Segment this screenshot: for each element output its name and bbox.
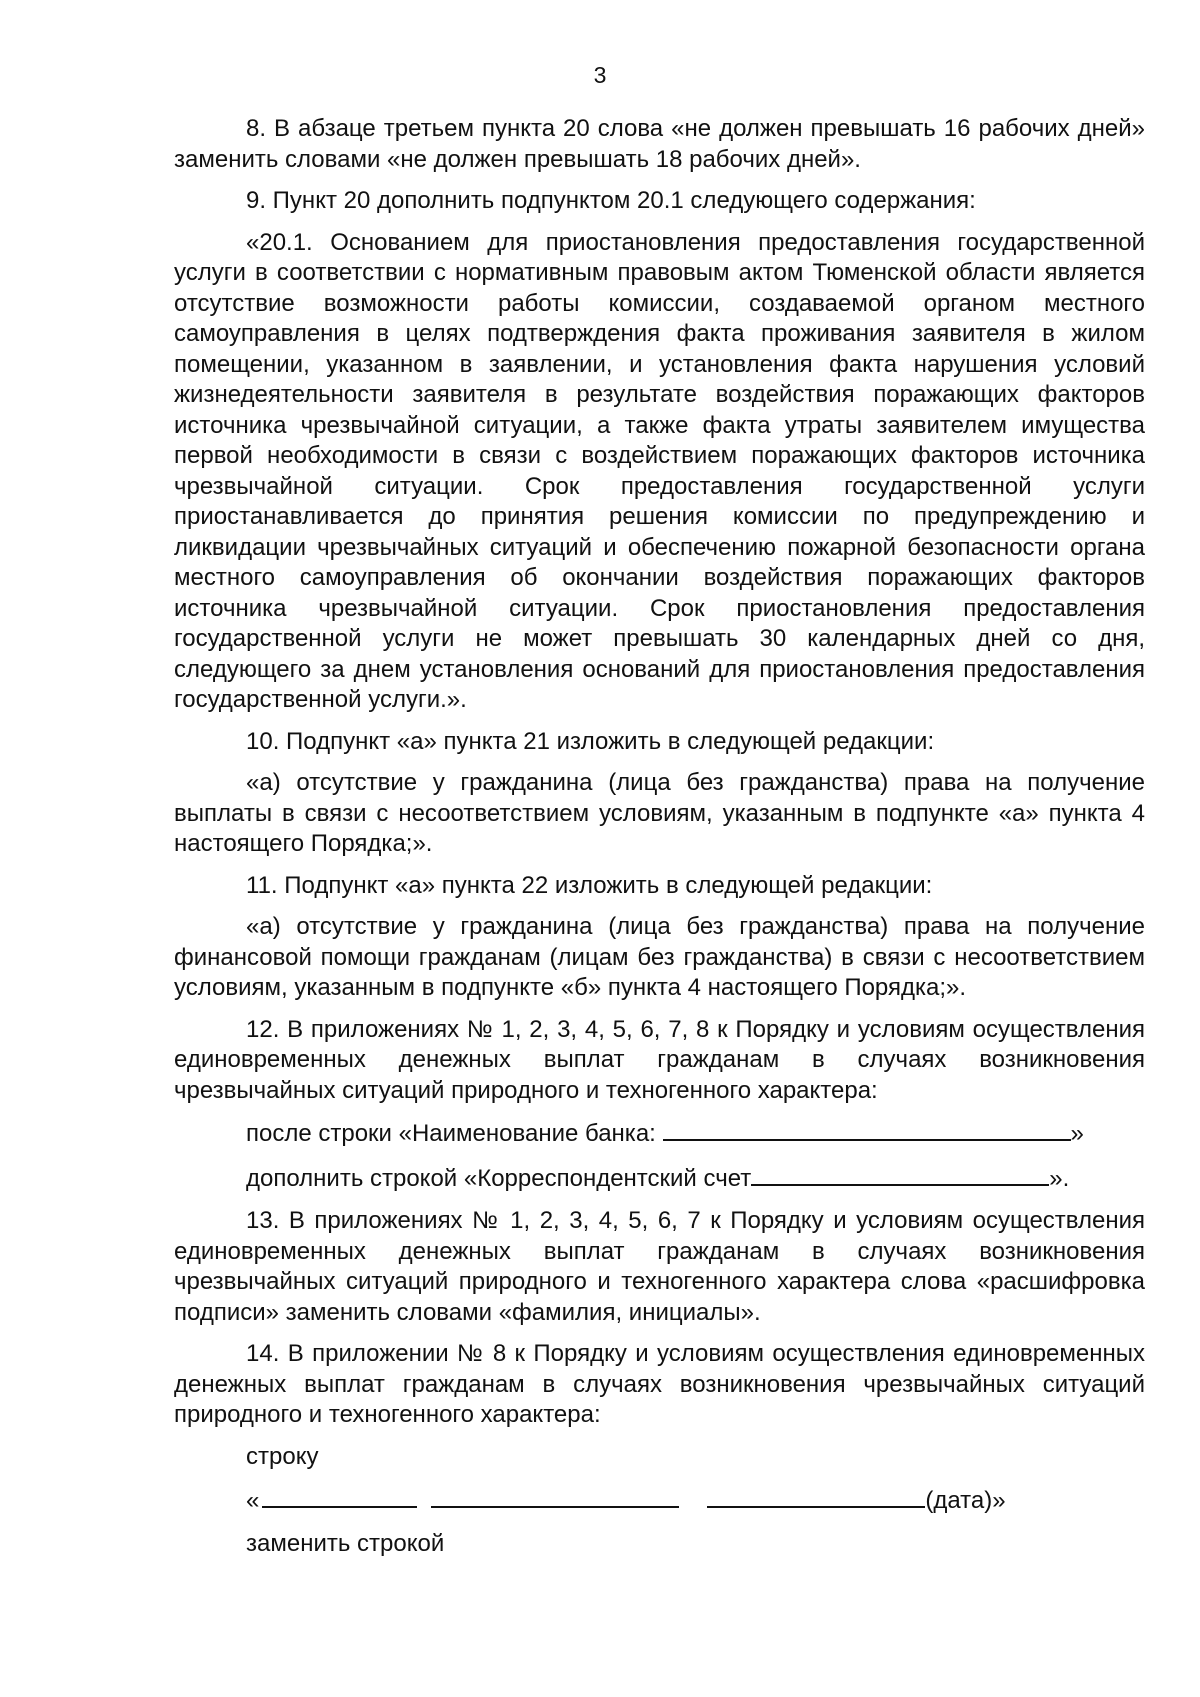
corr-account-blank [751, 1162, 1049, 1186]
paragraph-8: 8. В абзаце третьем пункта 20 слова «не должен превышать 16 рабочих дней» заменить словами «не должен превышать 18 рабочих дней». [174, 115, 1145, 173]
paragraph-13: 13. В приложениях № 1, 2, 3, 4, 5, 6, 7 к Порядку и условиям осуществления единовременных денежных выплат гражданам в случаях возникновения чрезвычайных ситуаций природного и техногенного характера слова «расшифровка подписи» заменить словами «фамилия, инициалы». [174, 1207, 1145, 1326]
signature-line-open: « [246, 1487, 260, 1514]
bank-name-blank [663, 1117, 1071, 1141]
name-blank [431, 1484, 679, 1508]
paragraph-11: 11. Подпункт «а» пункта 22 изложить в следующей редакции: [246, 871, 933, 899]
bank-name-line [246, 1117, 1145, 1150]
date-blank [707, 1484, 925, 1508]
bank-name-line-end: » [1070, 1120, 1084, 1147]
signature-blank [262, 1484, 417, 1508]
corr-account-line-end: ». [1049, 1164, 1070, 1192]
line-stroku: строку [246, 1442, 319, 1470]
page-number: 3 [593, 62, 607, 88]
corr-account-line-text: дополнить строкой «Корреспондентский счет [246, 1164, 752, 1192]
signature-line [246, 1484, 1145, 1517]
paragraph-10: 10. Подпункт «а» пункта 21 изложить в следующей редакции: [246, 727, 935, 755]
signature-line-date: (дата)» [925, 1487, 1006, 1514]
paragraph-14: 14. В приложении № 8 к Порядку и условиям осуществления единовременных денежных выплат гражданам в случаях возникновения чрезвычайных ситуаций природного и техногенного характера: [174, 1340, 1145, 1428]
paragraph-12: 12. В приложениях № 1, 2, 3, 4, 5, 6, 7, 8 к Порядку и условиям осуществления единовременных денежных выплат гражданам в случаях возникновения чрезвычайных ситуаций природного и техногенного характера: [174, 1015, 1145, 1104]
corr-account-line [246, 1162, 1145, 1195]
bank-name-line-text: после строки «Наименование банка: [246, 1120, 663, 1147]
paragraph-9: 9. Пункт 20 дополнить подпунктом 20.1 следующего содержания: [246, 187, 976, 214]
document-body [174, 114, 1145, 1571]
paragraph-20-1-quote: «20.1. Основанием для приостановления предоставления государственной услуги в соответствии с нормативным правовым актом Тюменской области является отсутствие возможности работы комиссии, создаваемой органом местного самоуправления в целях подтверждения факта проживания заявителя в жилом помещении, указанном в заявлении, и установления факта нарушения условий жизнедеятельности заявителя в результате воздействия поражающих факторов источника чрезвычайной ситуации, а также факта утраты заявителем имущества первой необходимости в связи с воздействием поражающих факторов источника чрезвычайной ситуации. Срок предоставления государственной услуги приостанавливается до принятия решения комиссии по предупреждению и ликвидации чрезвычайных ситуаций и обеспечению пожарной безопасности органа местного самоуправления об окончании воздействия поражающих факторов источника чрезвычайной ситуации. Срок приостановления предоставления государственной услуги не может превышать 30 календарных дней со дня, следующего за днем установления оснований для приостановления предоставления государственной услуги.». [174, 228, 1145, 713]
line-zamenit: заменить строкой [246, 1529, 445, 1557]
paragraph-10-quote: «а) отсутствие у гражданина (лица без гражданства) права на получение выплаты в связи с несоответствием условиям, указанным в подпункте «а» пункта 4 настоящего Порядка;». [174, 769, 1145, 857]
paragraph-11-quote: «а) отсутствие у гражданина (лица без гражданства) права на получение финансовой помощи гражданам (лицам без гражданства) в связи с несоответствием условиям, указанным в подпункте «б» пункта 4 настоящего Порядка;». [174, 913, 1145, 1001]
